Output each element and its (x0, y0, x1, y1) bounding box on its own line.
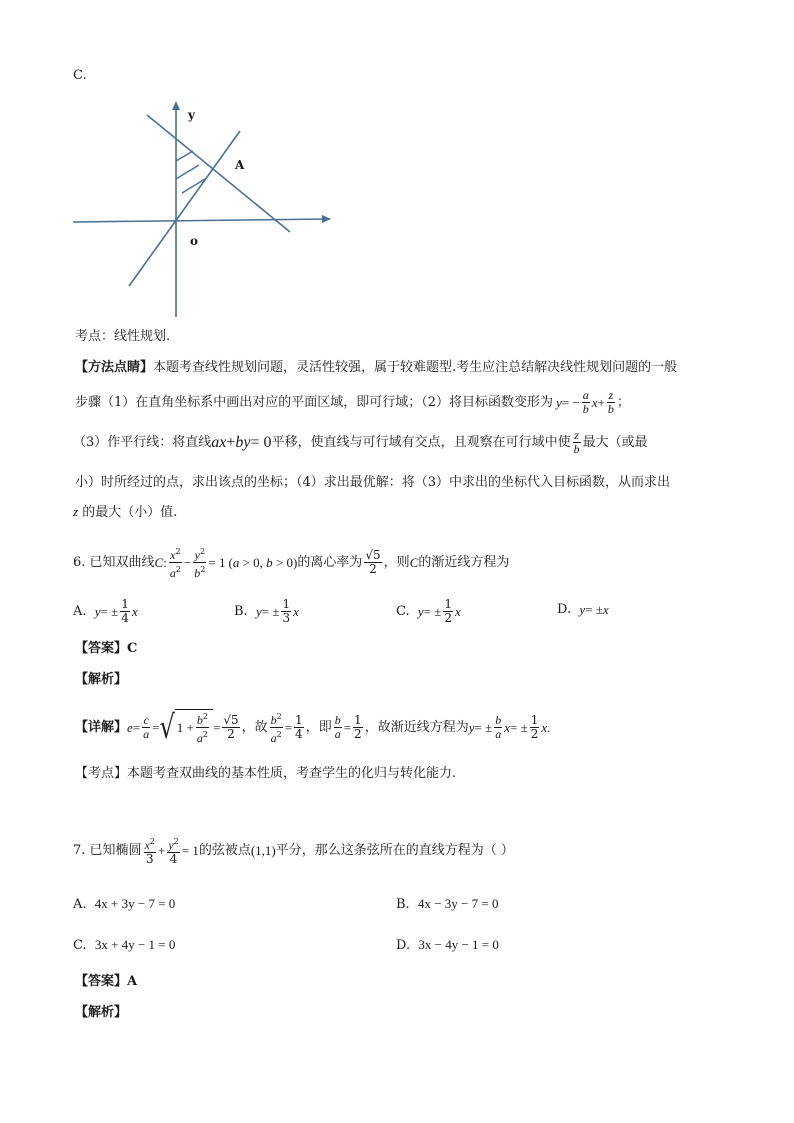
q6-kaodian: 【考点】本题考查双曲线的基本性质，考查学生的化归与转化能力. (75, 766, 457, 781)
q6-stem-end: 的渐近线方程为 (418, 555, 510, 570)
q6-detail: 【详解】 e = $\frac{c}{a}$ = √ 1 + $\frac{b^2}{a^2}$ = $\frac{√5}{2}$ ，故 $\frac{b^2}{a^2}$ = $\frac{1}{4}$ ，即 $\frac{b}{a}$ = $\frac{1}{2}$ ，故渐近线方程为 y = ± $\frac{b}{a}$ x = ± $\frac{1}{2}$ x . (75, 708, 551, 746)
hatch-2 (176, 165, 199, 179)
q7-stem-text: 7. 已知椭圆 (73, 843, 142, 858)
q7-answer: 【答案】A (75, 974, 138, 989)
line-descending (147, 115, 290, 232)
line-ascending (129, 131, 240, 286)
q6-answer: 【答案】C (75, 641, 138, 656)
method-text-1: 本题考查线性规划问题，灵活性较强，属于较难题型.考生应注总结解决线性规划问题的一般 (153, 360, 678, 375)
label-y: y (188, 108, 195, 122)
method-text-2: 步骤（1）在直角坐标系中画出对应的平面区域，即可行域；（2）将目标函数变形为 (75, 395, 554, 410)
q7-option-c[interactable]: C. 3x + 4y − 1 = 0 (73, 937, 176, 953)
method-text-3b: 平移，使直线与可行域有交点，且观察在可行域中使 (271, 435, 571, 450)
q6-option-d[interactable]: D. y = ± x (557, 602, 609, 617)
q6-option-a[interactable]: A. y = ± $\frac{1}{4}$ x (73, 597, 138, 625)
label-o: o (190, 234, 199, 248)
method-text-5: 的最大（小）值. (82, 505, 178, 520)
q6-stem: 6. 已知双曲线 C : $\frac{x^2}{a^2}$ − $\frac{y^2}{b^2}$ = 1 (a > 0, b > 0) 的离心率为 $\frac{√5}{2}$ ，则 C 的渐近线方程为 (73, 547, 510, 580)
kaodian-line: 考点：线性规划. (75, 329, 171, 344)
y-axis-arrow (172, 101, 180, 110)
q7-option-b[interactable]: B. 4x − 3y − 7 = 0 (396, 896, 499, 912)
method-line-1 (75, 361, 677, 374)
q7-stem-mid: 的弦被点 (198, 843, 251, 858)
q7-stem-post: 平分，那么这条弦所在的直线方程为（ ） (275, 843, 514, 858)
option-c-label: C. (73, 68, 87, 83)
linear-programming-figure (65, 95, 345, 320)
q6-detail-head: 【详解】 (75, 719, 128, 735)
x-axis-arrow (322, 215, 331, 223)
label-a: A (235, 158, 245, 172)
q7-jiexi: 【解析】 (75, 1005, 128, 1020)
q6-stem-text: 6. 已知双曲线 (73, 555, 155, 570)
method-text-3a: （3）作平行线：将直线 (73, 435, 212, 450)
q7-option-d[interactable]: D. 3x − 4y − 1 = 0 (396, 937, 499, 953)
x-axis (73, 219, 330, 222)
q6-stem-mid: 的离心率为 (297, 555, 363, 570)
hatch-1 (176, 151, 193, 161)
q6-stem-post: ，则 (383, 555, 410, 570)
q7-stem: 7. 已知椭圆 $\frac{x^2}{3}$ + $\frac{y^2}{4}$ = 1 的弦被点 (1,1) 平分，那么这条弦所在的直线方程为（ ） (73, 837, 514, 866)
method-heading: 【方法点睛】 (75, 360, 154, 375)
q6-option-c[interactable]: C. y = ± $\frac{1}{2}$ x (396, 597, 461, 625)
method-line-3: （3）作平行线：将直线 ax + by = 0 平移，使直线与可行域有交点，且观察在可行域中使 $\frac{z}{b}$ 最大（或最 (73, 428, 648, 456)
method-text-3c: 最大（或最 (582, 435, 648, 450)
q6-jiexi: 【解析】 (75, 672, 128, 687)
method-line-5: z 的最大（小）值. (73, 504, 178, 520)
method-line-4: 小）时所经过的点，求出该点的坐标；（4）求出最优解：将（3）中求出的坐标代入目标函数，从而求出 (75, 475, 671, 490)
method-line-2: 步骤（1）在直角坐标系中画出对应的平面区域，即可行域；（2）将目标函数变形为 y = − $\frac{a}{b}$ x + $\frac{z}{b}$ ； (75, 388, 630, 416)
q7-option-a[interactable]: A. 4x + 3y − 7 = 0 (73, 896, 176, 912)
q6-option-b[interactable]: B. y = ± $\frac{1}{3}$ x (234, 597, 299, 625)
